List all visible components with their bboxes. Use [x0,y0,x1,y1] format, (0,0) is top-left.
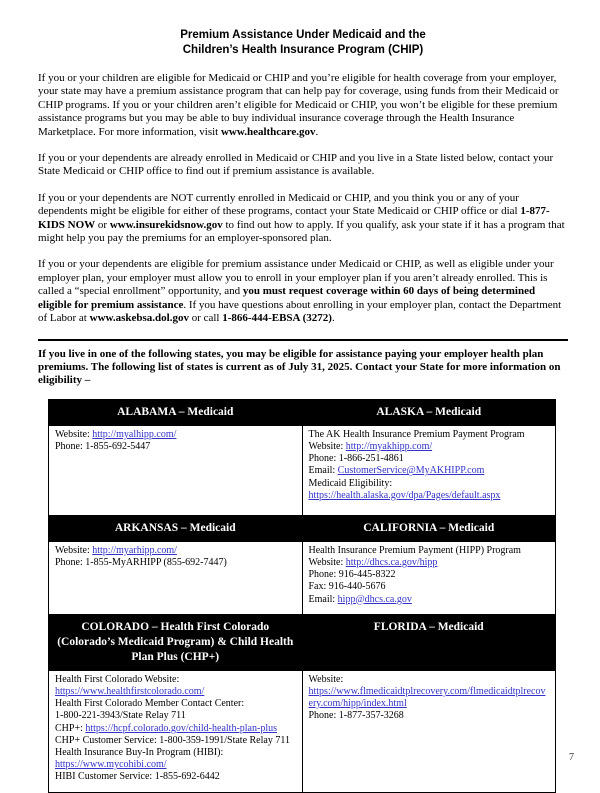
page-title [38,28,568,57]
paragraph-3-text: If you or your dependents are NOT currently enrolled in Medicaid or CHIP, and you think you or any of your dependents might be eligible for either of these programs, contact your State Medicaid or CHIP office or dial [38,191,521,218]
state-cell-right-3 [302,670,556,792]
state-content-row-2 [49,541,556,614]
page-number: 7 [569,751,574,763]
contact-text: Phone: 1-877-357-3268 [308,710,404,722]
state-header-right-2: CALIFORNIA – Medicaid [302,515,556,541]
contact-link[interactable]: https://www.flmedicaidtplrecovery.com/flmedicaidtplrecovery.com/hipp/index.html [308,685,546,710]
contact-line [55,686,296,698]
state-header-left-1: ALABAMA – Medicaid [49,399,303,425]
contact-line [55,747,296,759]
contact-line [55,710,296,722]
paragraph-2 [38,152,568,179]
paragraph-2-text: If you or your dependents are already enrolled in Medicaid or CHIP and you live in a State listed below, contact your State Medicaid or CHIP office to find out if premium assistance is available. [38,152,554,178]
state-header-row-3 [49,614,556,670]
paragraph-4-text: www.askebsa.dol.gov [89,312,189,325]
contact-text: Health First Colorado Website: [55,673,180,685]
contact-text: Website: [308,440,346,452]
paragraph-3-text: 1-877-KIDS NOW [38,205,550,231]
contact-text: Fax: 916-440-5676 [308,581,386,593]
contact-text: Website: [55,544,93,556]
state-cell-left-3 [49,670,303,792]
contact-text: Email: [308,593,338,605]
state-cell-left-2 [49,541,303,614]
contact-line [309,453,550,465]
page-title-line-2: Children’s Health Insurance Program (CHIP) [182,43,424,56]
contact-line [309,478,550,490]
state-cell-content [55,674,296,784]
paragraph-4-text: you must request coverage within 60 days of being determined eligible for premium assistance [38,285,536,311]
contact-text: Phone: 1-866-251-4861 [308,453,404,465]
contact-text: Health First Colorado Member Contact Center: [55,698,245,710]
contact-text: Phone: 1-855-692-5447 [55,440,151,452]
contact-line [309,569,550,581]
state-content-row-3 [49,670,556,792]
states-notice: If you live in one of the following states, you may be eligible for assistance paying your employer health plan premiums. The following list of states is current as of July 31, 2025. Contact your State for more information on eligibility – [38,347,561,387]
paragraph-1-text: www.healthcare.gov [220,125,316,138]
contact-line [309,710,550,722]
contact-line [309,490,550,502]
paragraph-4 [38,258,568,325]
contact-line [309,429,550,441]
contact-line [55,698,296,710]
contact-link[interactable]: https://hcpf.colorado.gov/child-health-plan-plus [85,722,277,734]
contact-text: The AK Health Insurance Premium Payment Program [308,428,525,440]
contact-text: Email: [308,465,338,477]
contact-line [309,581,550,593]
contact-line [55,723,296,735]
contact-line [55,557,296,569]
state-cell-left-1 [49,425,303,515]
contact-line [55,441,296,453]
state-content-row-1 [49,425,556,515]
contact-link[interactable]: http://dhcs.ca.gov/hipp [345,556,438,568]
contact-line [309,686,550,710]
contact-link[interactable]: CustomerService@MyAKHIPP.com [337,465,485,477]
contact-text: CHP+ Customer Service: 1-800-359-1991/State Relay 711 [55,734,290,746]
contact-text: 1-800-221-3943/State Relay 711 [55,710,186,722]
contact-line [55,735,296,747]
contact-text: Phone: 916-445-8322 [308,569,396,581]
contact-text: Health Insurance Premium Payment (HIPP) Program Website: [308,544,521,568]
contact-text: Website: [55,428,93,440]
paragraph-4-text: If you or your dependents are eligible for premium assistance under Medicaid or CHIP, as well as eligible under your employer plan, your employer must allow you to enroll in your employer plan if you aren’t already enrolled. This is called a “special enrollment” opportunity, and [38,258,554,298]
state-header-left-3: COLORADO – Health First Colorado (Colorado’s Medicaid Program) & Child Health Plan Plus (CHP+) [49,614,303,670]
contact-link[interactable]: https://www.healthfirstcolorado.com/ [55,685,205,697]
paragraph-1-text: . [315,125,319,138]
paragraph-3-text: www.insurekidsnow.gov [109,218,223,231]
contact-line [55,771,296,783]
contact-line [309,545,550,569]
state-cell-right-1 [302,425,556,515]
contact-link[interactable]: http://myarhipp.com/ [92,544,177,556]
contact-line [55,674,296,686]
state-cell-content [55,429,296,507]
state-header-row-2 [49,515,556,541]
paragraph-1-text: If you or your children are eligible for Medicaid or CHIP and you’re eligible for health coverage from your employer, your state may have a premium assistance program that can help pay for coverage, using funds from their Medicaid or CHIP programs. If you or your children aren’t eligible for Medicaid or CHIP, you won’t be eligible for these premium assistance programs but you may be able to buy individual insurance coverage through the Health Insurance Marketplace. For more information, visit [38,72,559,138]
contact-link[interactable]: hipp@dhcs.ca.gov [337,593,412,605]
contact-line [309,674,550,686]
contact-line [309,594,550,606]
paragraph-3-text: or [95,218,110,231]
contact-line [55,545,296,557]
paragraph-4-text: . [331,312,335,325]
contact-text: Phone: 1-855-MyARHIPP (855-692-7447) [55,556,227,568]
state-header-right-1: ALASKA – Medicaid [302,399,556,425]
contact-text: Health Insurance Buy-In Program (HIBI): [55,746,224,758]
contact-text: Medicaid Eligibility: [308,477,393,489]
contact-line [309,465,550,477]
contact-text: CHP+: [55,722,86,734]
state-cell-content [309,674,550,723]
state-cell-content [55,545,296,569]
contact-line [309,441,550,453]
contact-link[interactable]: http://myakhipp.com/ [345,440,433,452]
paragraph-1 [38,72,568,139]
paragraph-4-text: or call [188,312,223,325]
contact-text: Website: [308,673,344,685]
contact-link[interactable]: https://www.mycohibi.com/ [55,759,167,771]
state-cell-content [309,429,550,507]
contact-link[interactable]: http://myalhipp.com/ [92,428,177,440]
state-header-row-1 [49,399,556,425]
contact-text: HIBI Customer Service: 1-855-692-6442 [55,771,220,783]
paragraph-4-text: . If you have questions about enrolling in your employer plan, contact the Department of Labor at [38,298,562,325]
state-header-right-3: FLORIDA – Medicaid [302,614,556,670]
paragraph-3 [38,192,568,246]
section-divider [38,339,568,341]
paragraph-3-text: to find out how to apply. If you qualify, ask your state if it has a program that might help you pay the premiums for an employer-sponsored plan. [38,218,565,245]
contact-line [55,429,296,441]
contact-line [55,759,296,771]
page-title-line-1: Premium Assistance Under Medicaid and the [180,29,426,41]
state-header-left-2: ARKANSAS – Medicaid [49,515,303,541]
intro-paragraphs [38,72,568,326]
contact-link[interactable]: https://health.alaska.gov/dpa/Pages/default.aspx [308,489,501,501]
paragraph-4-text: 1-866-444-EBSA (3272) [222,312,332,325]
state-cell-content [309,545,550,606]
state-cell-right-2 [302,541,556,614]
states-table [48,399,556,793]
